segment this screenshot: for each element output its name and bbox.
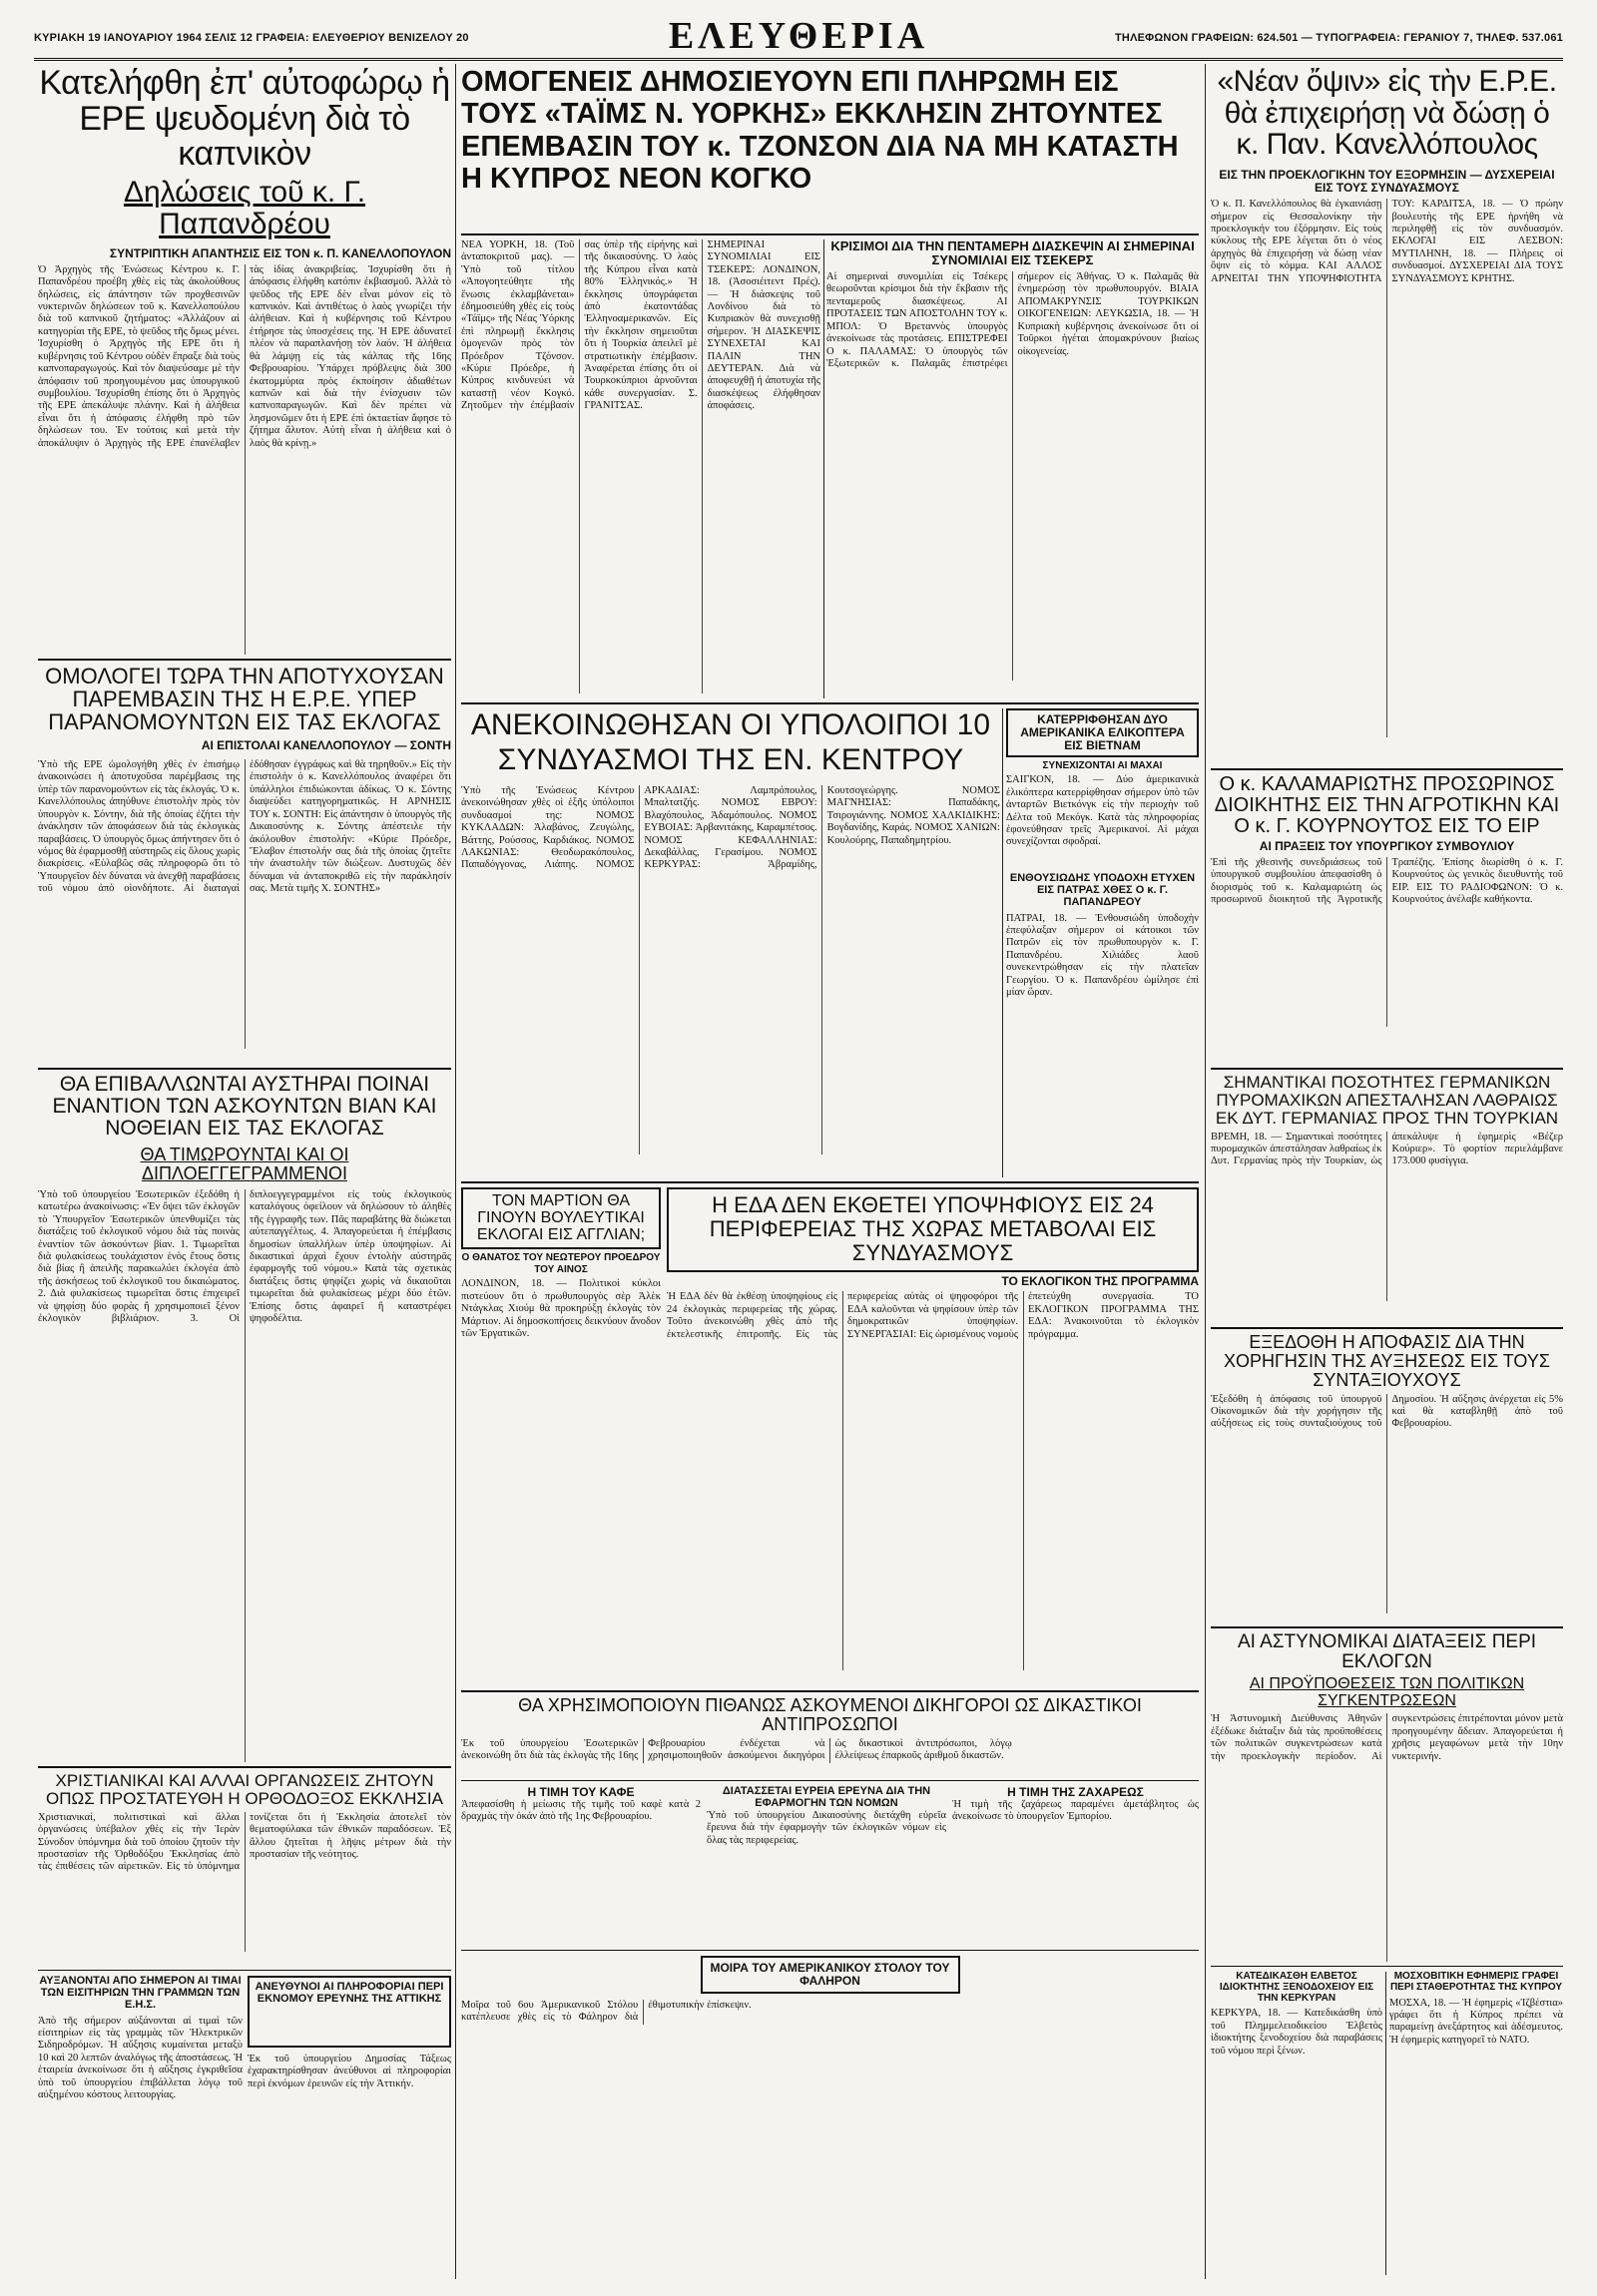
article-us-fleet <box>461 1956 1199 2275</box>
article-subheadline: ΕΙΣ ΤΗΝ ΠΡΟΕΚΛΟΓΙΚΗΝ ΤΟΥ ΕΞΟΡΜΗΣΙΝ — ΔΥΣΧΕΡΕΙΑΙ ΕΙΣ ΤΟΥΣ ΣΥΝΔΥΑΣΜΟΥΣ <box>1219 167 1555 196</box>
article-chequers-talks <box>826 239 1199 698</box>
section-divider <box>1211 1327 1563 1329</box>
column-rule <box>455 64 456 2279</box>
article-body: ΜΟΣΧΑ, 18. — Ἡ ἐφημερὶς «Ἰζβέστια» γράφει ὅτι ἡ Κύπρος πρέπει νὰ παραμείνῃ ἀνεξάρτητος καὶ ἀδέσμευτος. Ἡ ἐφημερὶς κατηγορεῖ τὸ ΝΑΤΟ. <box>1389 1997 1563 2046</box>
article-moscow-paper <box>1389 1972 1563 2275</box>
article-body: Ὁ κ. Π. Κανελλόπουλος θὰ ἐγκαινιάσῃ σήμερον εἰς Θεσσαλονίκην τὴν προεκλογικήν του ἐξόρμησιν. Εἰς τοὺς κύκλους τῆς ΕΡΕ λέγεται ὅτι ὁ νέος ἀρχηγὸς θὰ ἐπιχειρήσῃ νὰ δώσῃ νέαν ὄψιν εἰς τὸ κόμμα. ΚΑΙ ΑΛΛΟΣ ΑΡΝΕΙΤΑΙ ΤΗΝ ΥΠΟΨΗΦΙΟΤΗΤΑ ΤΟΥ: ΚΑΡΔΙΤΣΑ, 18. — Ὁ πρώην βουλευτὴς τῆς ΕΡΕ ἠρνήθη νὰ περιληφθῇ εἰς τὸν συνδυασμόν. ΕΚΛΟΓΑΙ ΕΙΣ ΛΕΣΒΟΝ: ΜΥΤΙΛΗΝΗ, 18. — Πλήρεις οἱ συνδυασμοί. ΔΥΣΧΕΡΕΙΑΙ ΔΙΑ ΤΟΥΣ ΣΥΝΔΥΑΣΜΟΥΣ ΚΡΗΤΗΣ. <box>1211 199 1563 284</box>
article-body: Ὑπὸ τῆς ΕΡΕ ὡμολογήθη χθὲς ἐν ἐπισήμῳ ἀνακοινώσει ἡ ἀποτυχοῦσα παρέμβασις της ὑπὲρ τῶν παρανομούντων εἰς τὰς ἐκλογάς. Ὁ κ. Κανελλόπουλος ἀπηύθυνε ἐπιστολὴν πρὸς τὸν ὑπουργὸν κ. Σόντην, διὰ τῆς ὁποίας ἐζήτει τὴν ἀνάκλησιν τῶν ἀποφάσεων διὰ τὰς ἐκλογικὰς παραβάσεις. Ὁ ὑπουργὸς ὅμως ἀπήντησεν ὅτι ὁ νόμος θὰ ἐφαρμοσθῇ αὐστηρῶς εἰς ὅλους χωρὶς διακρίσεις. «Εὐλαβῶς σᾶς πληροφορῶ ὅτι τὸ Ὑπουργεῖον δὲν δύναται νὰ ἀνεχθῇ παραβάσεις τοῦ νόμου ἀπὸ οἱονδήποτε. Αἱ διαταγαὶ ἐδόθησαν ἐγγράφως καὶ θὰ τηρηθοῦν.» Εἰς τὴν ἐπιστολὴν ὁ κ. Κανελλόπουλος ἀναφέρει ὅτι ὑπάλληλοι ἐπιδιώκονται ἀδίκως. Ὁ κ. Σόντης διαψεύδει κατηγορηματικῶς. Η ΑΡΝΗΣΙΣ ΤΟΥ κ. ΣΟΝΤΗ: Εἰς ἀπάντησιν ὁ ὑπουργὸς τῆς Δικαιοσύνης κ. Σόντης ἀπέστειλε τὴν ἀκόλουθον ἐπιστολήν: «Κύριε Πρόεδρε, Ἔλαβον ἐπιστολήν σας διὰ τῆς ὁποίας ζητεῖτε τὴν ἀναστολὴν τῶν διώξεων. Δυστυχῶς δὲν δύναμαι νὰ ἀνταποκριθῶ εἰς τὴν παράκλησίν σας. Μετὰ τιμῆς Χ. ΣΟΝΤΗΣ» <box>38 759 451 895</box>
article-headline: ΣΗΜΑΝΤΙΚΑΙ ΠΟΣΟΤΗΤΕΣ ΓΕΡΜΑΝΙΚΩΝ ΠΥΡΟΜΑΧΙΚΩΝ ΑΠΕΣΤΑΛΗΣΑΝ ΛΑΘΡΑΙΩΣ ΕΚ ΔΥΤ. ΓΕΡΜΑΝΙΑΣ ΠΡΟΣ ΤΗΝ ΤΟΥΡΚΙΑΝ <box>1215 1074 1559 1128</box>
article-body: Ἐκ τοῦ ὑπουργείου Δημοσίας Τάξεως ἐχαρακτηρίσθησαν ἀνεύθυνοι αἱ πληροφορίαι περὶ ἐκνόμων ἐρευνῶν εἰς τὴν Ἀττικήν. <box>248 2054 451 2089</box>
article-trainee-lawyers <box>461 1696 1199 1776</box>
article-body: ΚΕΡΚΥΡΑ, 18. — Κατεδικάσθη ὑπὸ τοῦ Πλημμελειοδικείου Ἑλβετὸς ἰδιοκτήτης ξενοδοχείου διὰ παραβάσεις τοῦ νόμου περὶ ξένων. <box>1211 2008 1382 2057</box>
article-headline: ΟΜΟΛΟΓΕΙ ΤΩΡΑ ΤΗΝ ΑΠΟΤΥΧΟΥΣΑΝ ΠΑΡΕΜΒΑΣΙΝ ΤΗΣ Η Ε.Ρ.Ε. ΥΠΕΡ ΠΑΡΑΝΟΜΟΥΝΤΩΝ ΕΙΣ ΤΑΣ ΕΚΛΟΓΑΣ <box>45 665 444 735</box>
masthead <box>34 14 1563 61</box>
article-headline: Κατελήφθη ἐπ' αὐτοφώρῳ ἡ ΕΡΕ ψευδομένη διὰ τὸ καπνικὸν <box>39 66 450 174</box>
article-body: Ἡ ΕΔΑ δὲν θὰ ἐκθέσῃ ὑποψηφίους εἰς 24 ἐκλογικὰς περιφερείας τῆς χώρας. Τοῦτο ἀνεκοινώθη χθὲς ἀπὸ τῆς ἐκτελεστικῆς ἐπιτροπῆς. Εἰς τὰς περιφερείας αὐτὰς οἱ ψηφοφόροι τῆς ΕΔΑ καλοῦνται νὰ ψηφίσουν ὑπὲρ τῶν δημοκρατικῶν ὑποψηφίων. ΣΥΝΕΡΓΑΣΙΑΙ: Εἰς ὡρισμένους νομοὺς ἐπετεύχθη συνεργασία. ΤΟ ΕΚΛΟΓΙΚΟΝ ΠΡΟΓΡΑΜΜΑ ΤΗΣ ΕΔΑ: Ἀνακοινοῦται τὸ ἐκλογικὸν πρόγραμμα. <box>667 1291 1199 1340</box>
article-sugar-price <box>952 1786 1199 1946</box>
article-headline: ΜΟΣΧΟΒΙΤΙΚΗ ΕΦΗΜΕΡΙΣ ΓΡΑΦΕΙ ΠΕΡΙ ΣΤΑΘΕΡΟΤΗΤΑΣ ΤΗΣ ΚΥΠΡΟΥ <box>1389 1972 1563 1993</box>
article-headline: Η ΤΙΜΗ ΤΟΥ ΚΑΦΕ <box>527 1786 635 1799</box>
article-headline: ΑΝΕΥΘΥΝΟΙ ΑΙ ΠΛΗΡΟΦΟΡΙΑΙ ΠΕΡΙ ΕΚΝΟΜΟΥ ΕΡΕΥΝΗΣ ΤΗΣ ΑΤΤΙΚΗΣ <box>255 1981 444 2005</box>
article-german-munitions <box>1211 1074 1563 1323</box>
article-vietnam-helicopters <box>1006 708 1199 868</box>
article-headline-secondary: Δηλώσεις τοῦ κ. Γ. Παπανδρέου <box>123 176 366 240</box>
article-headline: ΚΡΙΣΙΜΟΙ ΔΙΑ ΤΗΝ ΠΕΝΤΑΜΕΡΗ ΔΙΑΣΚΕΨΙΝ ΑΙ ΣΗΜΕΡΙΝΑΙ ΣΥΝΟΜΙΛΙΑΙ ΕΙΣ ΤΣΕΚΕΡΣ <box>830 239 1195 268</box>
article-body: Ἡ τιμὴ τῆς ζαχάρεως παραμένει ἀμετάβλητος ὡς ἀνεκοίνωσε τὸ ὑπουργεῖον Ἐμπορίου. <box>952 1798 1199 1823</box>
article-subheadline: ΣΥΝΤΡΙΠΤΙΚΗ ΑΠΑΝΤΗΣΙΣ ΕΙΣ ΤΟΝ κ. Π. ΚΑΝΕΛΛΟΠΟΥΛΟΝ <box>109 246 451 261</box>
article-body: Μοῖρα τοῦ 6ου Ἀμερικανικοῦ Στόλου κατέπλευσε χθὲς εἰς τὸ Φάληρον διὰ ἐθιμοτυπικὴν ἐπίσκεψιν. <box>461 1999 752 2024</box>
article-headline: ΑΝΕΚΟΙΝΩΘΗΣΑΝ ΟΙ ΥΠΟΛΟΙΠΟΙ 10 ΣΥΝΔΥΑΣΜΟΙ ΤΗΣ ΕΝ. ΚΕΝΤΡΟΥ <box>470 708 991 776</box>
article-headline: Ο κ. ΚΑΛΑΜΑΡΙΩΤΗΣ ΠΡΟΣΩΡΙΝΟΣ ΔΙΟΙΚΗΤΗΣ ΕΙΣ ΤΗΝ ΑΓΡΟΤΙΚΗΝ ΚΑΙ Ο κ. Γ. ΚΟΥΡΝΟΥΤΟΣ ΕΙΣ ΤΟ ΕΙΡ <box>1214 774 1560 837</box>
section-divider <box>38 1068 451 1070</box>
article-ehs-fares <box>38 1976 243 2275</box>
article-police-regulations <box>1211 1632 1563 1962</box>
article-body: ΠΑΤΡΑΙ, 18. — Ἐνθουσιώδη ὑποδοχὴν ἐπεφύλαξαν σήμερον οἱ κάτοικοι τῶν Πατρῶν εἰς τὸν πρωθυπουργὸν κ. Γ. Παπανδρέου. Χιλιάδες λαοῦ συνεκεντρώθησαν εἰς τὴν πλατεῖαν Γεωργίου. Ὁ κ. Παπανδρέου ὡμίλησε ἐπὶ μίαν ὥραν. <box>1006 912 1199 999</box>
article-headline: ΜΟΙΡΑ ΤΟΥ ΑΜΕΡΙΚΑΝΙΚΟΥ ΣΤΟΛΟΥ ΤΟΥ ΦΑΛΗΡΟΝ <box>710 1961 950 1988</box>
article-body: Ὑπὸ τῆς Ἑνώσεως Κέντρου ἀνεκοινώθησαν χθὲς οἱ ἑξῆς ὑπόλοιποι συνδυασμοί της: ΝΟΜΟΣ ΚΥΚΛΑΔΩΝ: Ἀλαβάνος, Ζευγώλης, Βάττης, Ρούσσος, Καρδιάκος. ΝΟΜΟΣ ΛΑΚΩΝΙΑΣ: Θεοδωρακόπουλος, Παπαδόγγονας, Λιάπης. ΝΟΜΟΣ ΑΡΚΑΔΙΑΣ: Λαμπρόπουλος, Μπαλτατζής. ΝΟΜΟΣ ΕΒΡΟΥ: Βλαχόπουλος, Ἀδαμόπουλος. ΝΟΜΟΣ ΕΥΒΟΙΑΣ: Ἀρβανιτάκης, Καραμπέτσος. ΝΟΜΟΣ ΚΕΦΑΛΛΗΝΙΑΣ: Δεκαβάλλας, Γερασίμου. ΝΟΜΟΣ ΚΕΡΚΥΡΑΣ: Ἀβραμίδης, Κουτσογεώργης. ΝΟΜΟΣ ΜΑΓΝΗΣΙΑΣ: Παπαδάκης, Τσιρογιάννης. ΝΟΜΟΣ ΧΑΛΚΙΔΙΚΗΣ: Βογδανίδης, Καράς. ΝΟΜΟΣ ΧΑΝΙΩΝ: Κουλούρης, Παπαδημητρίου. <box>461 785 1000 871</box>
section-divider <box>461 233 1199 235</box>
article-cyprus-body <box>461 239 820 698</box>
article-headline: ΑΥΞΑΝΟΝΤΑΙ ΑΠΟ ΣΗΜΕΡΟΝ ΑΙ ΤΙΜΑΙ ΤΩΝ ΕΙΣΙΤΗΡΙΩΝ ΤΗΝ ΓΡΑΜΜΩΝ ΤΩΝ Ε.Η.Σ. <box>39 1976 242 2011</box>
article-body: Ἀπὸ τῆς σήμερον αὐξάνονται αἱ τιμαὶ τῶν εἰσιτηρίων εἰς τὰς γραμμὰς τῶν Ἠλεκτρικῶν Σιδηροδρόμων. Ἡ αὔξησις κυμαίνεται μεταξὺ 10 καὶ 20 λεπτῶν ἀναλόγως τῆς ἀποστάσεως. Ἡ ἑταιρεία ἀνεκοίνωσε ὅτι ἡ αὔξησις ἐγκριθεῖσα ὑπὸ τοῦ ὑπουργείου ἐπιβάλλεται λόγῳ τοῦ αὐξημένου κόστους λειτουργίας. <box>38 2015 243 2101</box>
article-attica-search <box>248 1976 451 2048</box>
column-rule <box>1205 64 1206 2279</box>
article-attica-search-body <box>248 2054 451 2275</box>
article-orthodox-church <box>38 1772 451 1966</box>
article-body: Ὁ Ἀρχηγὸς τῆς Ἑνώσεως Κέντρου κ. Γ. Παπανδρέου προέβη χθὲς εἰς τὰς ἀκολούθους δηλώσεις, εἰς ἀπάντησιν τῶν προχθεσινῶν νυκτερινῶν δηλώσεων τοῦ κ. Κανελλοπούλου διὰ τοῦ καπνικοῦ ζητήματος: «Ἀλλάζουν αἱ κατηγορίαι τῆς ΕΡΕ, τὸ ψεῦδος τῆς ὅμως μένει. Ἰσχυρίσθη ὁ Ἀρχηγὸς τῆς ΕΡΕ ὅτι ἡ κυβέρνησις τοῦ Κέντρου οὐδὲν ἔπραξε διὰ τοὺς καπνοπαραγωγούς. Καὶ τὸν διαψεύσαμε μὲ τὴν ἀπόφασιν τοῦ προηγουμένου μας ὑπουργικοῦ συμβουλίου. Ἰσχυρίσθη ἐπίσης ὅτι ὁ Ἀρχηγὸς τῆς ΕΡΕ ἀπεκάλυψε πλάνην. Καὶ ἡ ἀλήθεια εἶναι ὅτι ἡ ἀπόφασις ἐλήφθη πρὸ τῶν δηλώσεων του. Ἐν τούτοις καὶ μετὰ τὴν ἀποκάλυψιν ὁ Ἀρχηγὸς τῆς ΕΡΕ ἐπανέλαβεν τὰς ἰδίας ἀνακριβείας. Ἰσχυρίσθη ὅτι ἡ ἀπόφασις ἐλήφθη κατόπιν ἐκβιασμοῦ. Ἀλλὰ τὸ ψεῦδος τῆς ΕΡΕ δὲν εἶναι μόνον εἰς τὸ καπνικόν. Καὶ ἀντιθέτως ὁ λαὸς γνωρίζει τὴν ἀλήθειαν. Καὶ ἡ κυβέρνησις τοῦ Κέντρου ἐτήρησε τὰς ὑποσχέσεις της. Ἡ ΕΡΕ ἀδυνατεῖ πλέον νὰ παραπλανήσῃ τὸν λαόν. Ἡ ἀλήθεια θὰ λάμψῃ εἰς τὰς κάλπας τῆς 16ης Φεβρουαρίου. Ὑπάρχει πρόβλεψις διὰ 300 ἑκατομμύρια πρὸς ἐκποίησιν ἀδιαθέτων καπνῶν καὶ διὰ τὴν ἐνίσχυσιν τῶν καπνοπαραγωγῶν. Καὶ δὲν πρέπει νὰ λησμονῶμεν ὅτι ἡ ΕΡΕ ἐπὶ ὀκταετίαν ἄφησε τὸ ζήτημα ἄλυτον. Αὐτὴ εἶναι ἡ ἀλήθεια καὶ ὁ λαὸς θὰ κρίνῃ.» <box>38 263 451 449</box>
article-headline: ΕΝΘΟΥΣΙΩΔΗΣ ΥΠΟΔΟΧΗ ΕΤΥΧΕΝ ΕΙΣ ΠΑΤΡΑΣ ΧΘΕΣ Ο κ. Γ. ΠΑΠΑΝΔΡΕΟΥ <box>1009 873 1196 908</box>
article-papandreou-statement <box>38 66 451 655</box>
newspaper-title: ΕΛΕΥΘΕΡΙΑ <box>668 15 929 57</box>
article-headline-secondary: ΘΑ ΤΙΜΩΡΟΥΝΤΑΙ ΚΑΙ ΟΙ ΔΙΠΛΟΕΓΓΕΓΡΑΜΜΕΝΟΙ <box>140 1145 349 1184</box>
article-subheadline: ΣΥΝΕΧΙΖΟΝΤΑΙ ΑΙ ΜΑΧΑΙ <box>1042 759 1163 771</box>
section-divider <box>38 659 451 661</box>
section-divider <box>461 1950 1199 1951</box>
article-body: Ἐπὶ τῆς χθεσινῆς συνεδριάσεως τοῦ ὑπουργικοῦ συμβουλίου ἀπεφασίσθη ὁ διορισμὸς τοῦ κ. Καλαμαριώτη ὡς προσωρινοῦ διοικητοῦ τῆς Ἀγροτικῆς Τραπέζης. Ἐπίσης διωρίσθη ὁ κ. Γ. Κουρνούτος ὡς γενικὸς διευθυντὴς τοῦ ΕΙΡ. ΕΙΣ ΤΟ ΡΑΔΙΟΦΩΝΟΝ: Ὁ κ. Κουρνούτος ἀνέλαβε καθήκοντα. <box>1211 856 1563 906</box>
article-headline: ΚΑΤΕΔΙΚΑΣΘΗ ΕΛΒΕΤΟΣ ΙΔΙΟΚΤΗΤΗΣ ΞΕΝΟΔΟΧΕΙΟΥ ΕΙΣ ΤΗΝ ΚΕΡΚΥΡΑΝ <box>1219 1972 1374 2004</box>
article-body: Ἀπεφασίσθη ἡ μείωσις τῆς τιμῆς τοῦ καφὲ κατὰ 2 δραχμὰς τὴν ὀκάν ἀπὸ τῆς 1ης Φεβρουαρίου. <box>461 1798 701 1823</box>
section-divider <box>1211 1626 1563 1628</box>
masthead-contact-line: ΤΗΛΕΦΩΝΟΝ ΓΡΑΦΕΙΩΝ: 624.501 — ΤΥΠΟΓΡΑΦΕΙΑ: ΓΕΡΑΝΙΟΥ 7, ΤΗΛΕΦ. 537.061 <box>1115 32 1563 44</box>
article-patras-reception <box>1006 873 1199 1172</box>
section-divider <box>38 1766 451 1768</box>
article-body: Ἐξεδόθη ἡ ἀπόφασις τοῦ ὑπουργοῦ Οἰκονομικῶν διὰ τὴν χορήγησιν τῆς αὐξήσεως εἰς τοὺς συνταξιούχους τοῦ Δημοσίου. Ἡ αὔξησις ἀνέρχεται εἰς 5% καὶ θὰ καταβληθῇ ἀπὸ τοῦ Φεβρουαρίου. <box>1211 1393 1563 1430</box>
article-kanellopoulos-new-look <box>1211 66 1563 764</box>
article-headline: ΤΟΝ ΜΑΡΤΙΟΝ ΘΑ ΓΙΝΟΥΝ ΒΟΥΛΕΥΤΙΚΑΙ ΕΚΛΟΓΑΙ ΕΙΣ ΑΓΓΛΙΑΝ; <box>476 1192 646 1243</box>
section-divider <box>38 1970 451 1971</box>
article-body: Ὑπὸ τοῦ ὑπουργείου Ἐσωτερικῶν ἐξεδόθη ἡ κατωτέρω ἀνακοίνωσις: «Ἐν ὄψει τῶν ἐκλογῶν τὸ Ὑπουργεῖον Ἐσωτερικῶν ὑπενθυμίζει τὰς διατάξεις τοῦ ἐκλογικοῦ νόμου διὰ τὰς ποινὰς ἐναντίον τῶν ἀσκούντων βίαν. 1. Τιμωρεῖται διὰ φυλακίσεως τουλάχιστον ἑνὸς ἔτους ὅστις διὰ βίας ἢ ἀπειλῆς παρακωλύει ἐκλογέα ἀπὸ τῆς ἀσκήσεως τοῦ ἐκλογικοῦ του δικαιώματος. 2. Διὰ φυλακίσεως τιμωρεῖται ὅστις ἐπιχειρεῖ νὰ ψηφίσῃ δύο φορὰς ἢ χρησιμοποιεῖ ξένον ἐκλογικὸν βιβλιάριον. 3. Οἱ διπλοεγγεγραμμένοι εἰς τοὺς ἐκλογικοὺς καταλόγους ὀφείλουν νὰ δηλώσουν τὸ ἀληθὲς τῆς ἐγγραφῆς των. Πᾶς παραβάτης θὰ διώκεται αὐτεπαγγέλτως. 4. Ἀπαγορεύεται ἡ ἐπέμβασις δημοσίων ὑπαλλήλων ὑπὲρ ὑποψηφίων. Αἱ δικαστικαὶ ἀρχαὶ ἔχουν ἐντολὴν αὐστηρᾶς ἐφαρμογῆς τοῦ νόμου.» Κατὰ τὰς σχετικὰς διατάξεις ὅστις ψηφίζει χωρὶς νὰ δικαιοῦται τιμωρεῖται διὰ φυλακίσεως μέχρι δύο ἐτῶν. Ἐπίσης ὅστις ἀφαιρεῖ ἢ καταστρέφει ψηφοδέλτια. <box>38 1188 451 1324</box>
article-body: Χριστιανικαί, πολιτιστικαὶ καὶ ἄλλαι ὀργανώσεις ὑπέβαλον χθὲς εἰς τὴν Ἱερὰν Σύνοδον ὑπόμνημα διὰ τοῦ ὁποίου ζητοῦν τὴν προστασίαν τῆς Ὀρθοδόξου Ἐκκλησίας ἀπὸ τὰς ἐπιθέσεις τῶν αἱρετικῶν. Εἰς τὸ ὑπόμνημα τονίζεται ὅτι ἡ Ἐκκλησία ἀποτελεῖ τὸν θεματοφύλακα τῶν ἐθνικῶν παραδόσεων. Ἐξ ἄλλου ζητεῖται ἡ λῆψις μέτρων διὰ τὴν προστασίαν τῆς νεότητος. <box>38 1811 451 1873</box>
article-erep-intervention <box>38 665 451 1064</box>
section-divider <box>461 702 1199 704</box>
column-rule <box>1002 708 1003 1177</box>
section-divider <box>461 1690 1199 1692</box>
article-body: Ἐκ τοῦ ὑπουργείου Ἐσωτερικῶν ἀνεκοινώθη ὅτι διὰ τὰς ἐκλογὰς τῆς 16ης Φεβρουαρίου ἐνδέχεται νὰ χρησιμοποιηθοῦν ἀσκούμενοι δικηγόροι ὡς δικαστικοὶ ἀντιπρόσωποι, λόγῳ ἐλλείψεως ἐπαρκοῦς ἀριθμοῦ δικαστῶν. <box>461 1737 1012 1762</box>
article-eda-candidates <box>667 1187 1199 1686</box>
article-investigation-order <box>707 1786 946 1946</box>
article-cyprus-banner <box>461 66 1199 230</box>
article-center-union-lists <box>461 708 1000 1177</box>
article-headline: ΔΙΑΤΑΣΣΕΤΑΙ ΕΥΡΕΙΑ ΕΡΕΥΝΑ ΔΙΑ ΤΗΝ ΕΦΑΡΜΟΓΗΝ ΤΩΝ ΝΟΜΩΝ <box>722 1786 931 1809</box>
article-subheadline: ΑΙ ΕΠΙΣΤΟΛΑΙ ΚΑΝΕΛΛΟΠΟΥΛΟΥ — ΣΟΝΤΗ <box>201 738 451 753</box>
section-divider <box>1211 1068 1563 1070</box>
article-headline-secondary: ΑΙ ΠΡΟΫΠΟΘΕΣΕΙΣ ΤΩΝ ΠΟΛΙΤΙΚΩΝ ΣΥΓΚΕΝΤΡΩΣΕΩΝ <box>1249 1674 1525 1709</box>
article-body: ΛΟΝΔΙΝΟΝ, 18. — Πολιτικοὶ κύκλοι πιστεύουν ὅτι ὁ πρωθυπουργὸς σὲρ Ἀλὲκ Ντάγκλας Χιούμ θὰ προκηρύξῃ ἐκλογὰς τὸν Μάρτιον. Αἱ δημοσκοπήσεις δεικνύουν ἄνοδον τῶν Ἐργατικῶν. <box>461 1278 661 1340</box>
article-agricultural-bank <box>1211 774 1563 1064</box>
section-divider <box>461 1780 1199 1781</box>
article-headline: «Νέαν ὄψιν» εἰς τὴν Ε.Ρ.Ε. θὰ ἐπιχειρήσῃ νὰ δώσῃ ὁ κ. Παν. Κανελλόπουλος <box>1217 66 1557 161</box>
article-corfu-hotel <box>1211 1972 1382 2275</box>
column-rule <box>1385 1972 1386 2275</box>
article-headline: Η ΕΔΑ ΔΕΝ ΕΚΘΕΤΕΙ ΥΠΟΨΗΦΙΟΥΣ ΕΙΣ 24 ΠΕΡΙΦΕΡΕΙΑΣ ΤΗΣ ΧΩΡΑΣ ΜΕΤΑΒΟΛΑΙ ΕΙΣ ΣΥΝΔΥΑΣΜΟΥΣ <box>709 1192 1157 1266</box>
article-coffee-price <box>461 1786 701 1946</box>
article-body: Ὑπὸ τοῦ ὑπουργείου Δικαιοσύνης διετάχθη εὐρεῖα ἔρευνα διὰ τὴν ἐφαρμογὴν τῶν ἐκλογικῶν νόμων εἰς ὅλας τὰς περιφερείας. <box>707 1809 946 1846</box>
article-headline: ΑΙ ΑΣΤΥΝΟΜΙΚΑΙ ΔΙΑΤΑΞΕΙΣ ΠΕΡΙ ΕΚΛΟΓΩΝ <box>1237 1632 1537 1672</box>
article-subheadline: ΤΟ ΕΚΛΟΓΙΚΟΝ ΤΗΣ ΠΡΟΓΡΑΜΜΑ <box>1001 1273 1199 1288</box>
section-divider <box>1211 768 1563 770</box>
article-uk-elections <box>461 1187 661 1686</box>
article-headline: ΟΜΟΓΕΝΕΙΣ ΔΗΜΟΣΙΕΥΟΥΝ ΕΠΙ ΠΛΗΡΩΜΗ ΕΙΣ ΤΟΥΣ «ΤΑΪΜΣ Ν. ΥΟΡΚΗΣ» ΕΚΚΛΗΣΙΝ ΖΗΤΟΥΝΤΕΣ ΕΠΕΜΒΑΣΙΝ ΤΟΥ κ. ΤΖΟΝΣΟΝ ΔΙΑ ΝΑ ΜΗ ΚΑΤΑΣΤΗ Η ΚΥΠΡΟΣ ΝΕΟΝ ΚΟΓΚΟ <box>461 66 1179 196</box>
article-headline: ΧΡΙΣΤΙΑΝΙΚΑΙ ΚΑΙ ΑΛΛΑΙ ΟΡΓΑΝΩΣΕΙΣ ΖΗΤΟΥΝ ΟΠΩΣ ΠΡΟΣΤΑΤΕΥΘΗ Η ΟΡΘΟΔΟΞΟΣ ΕΚΚΛΗΣΙΑ <box>46 1772 443 1808</box>
article-subheadline: ΑΙ ΠΡΑΞΕΙΣ ΤΟΥ ΥΠΟΥΡΓΙΚΟΥ ΣΥΜΒΟΥΛΙΟΥ <box>1259 839 1515 853</box>
article-body: Ἡ Ἀστυνομικὴ Διεύθυνσις Ἀθηνῶν ἐξέδωκε διάταξιν διὰ τὰς προϋποθέσεις τῶν πολιτικῶν συγκεντρώσεων κατὰ τὴν προεκλογικὴν περίοδον. Αἱ συγκεντρώσεις ἐπιτρέπονται μόνον μετὰ προηγουμένην ἄδειαν. Ἀπαγορεύεται ἡ χρῆσις μεγαφώνων μετὰ τὴν 10ην νυκτερινήν. <box>1211 1713 1563 1762</box>
column-rule <box>823 239 824 698</box>
section-divider <box>1211 1966 1563 1967</box>
article-headline: ΚΑΤΕΡΡΙΦΘΗΣΑΝ ΔΥΟ ΑΜΕΡΙΚΑΝΙΚΑ ΕΛΙΚΟΠΤΕΡΑ ΕΙΣ ΒΙΕΤΝΑΜ <box>1020 712 1185 752</box>
article-pensioners-raise <box>1211 1333 1563 1622</box>
article-body: ΒΡΕΜΗ, 18. — Σημαντικαὶ ποσότητες πυρομαχικῶν ἀπεστάλησαν λαθραίως ἐκ Δυτ. Γερμανίας πρὸς τὴν Τουρκίαν, ὡς ἀπεκάλυψε ἡ ἐφημερὶς «Βέζερ Κούριερ». Τὸ φορτίον περιελάμβανε 173.000 φυσίγγια. <box>1211 1131 1563 1167</box>
masthead-date-line: ΚΥΡΙΑΚΗ 19 ΙΑΝΟΥΑΡΙΟΥ 1964 ΣΕΛΙΣ 12 ΓΡΑΦΕΙΑ: ΕΛΕΥΘΕΡΙΟΥ ΒΕΝΙΖΕΛΟΥ 20 <box>34 32 469 44</box>
article-headline: Η ΤΙΜΗ ΤΗΣ ΖΑΧΑΡΕΩΣ <box>1007 1786 1144 1799</box>
article-election-penalties <box>38 1074 451 1762</box>
article-headline: ΘΑ ΧΡΗΣΙΜΟΠΟΙΟΥΝ ΠΙΘΑΝΩΣ ΑΣΚΟΥΜΕΝΟΙ ΔΙΚΗΓΟΡΟΙ ΩΣ ΔΙΚΑΣΤΙΚΟΙ ΑΝΤΙΠΡΟΣΩΠΟΙ <box>518 1696 1142 1734</box>
article-body: ΝΕΑ ΥΟΡΚΗ, 18. (Τοῦ ἀνταποκριτοῦ μας). — Ὑπὸ τοῦ τίτλου «Ἀπογοητεύθητε τῆς ἕνωσις ἐκλαμβάνεται» ἐδημοσιεύθη χθὲς εἰς τοὺς «Τάϊμς» τῆς Νέας Ὑόρκης ἐπὶ πληρωμῇ ἔκκλησις ὁμογενῶν πρὸς τὸν Πρόεδρον Τζόνσον. «Κύριε Πρόεδρε, ἡ Κύπρος κινδυνεύει νὰ καταστῇ νέον Κογκό. Ζητοῦμεν τὴν ἐπέμβασίν σας ὑπὲρ τῆς εἰρήνης καὶ τῆς δικαιοσύνης. Ὁ λαὸς τῆς Κύπρου εἶναι κατὰ 80% Ἑλληνικός.» Ἡ ἔκκλησις ὑπογράφεται ἀπὸ ἑκατοντάδας Ἑλληνοαμερικανῶν. Εἰς τὴν ἔκκλησιν σημειοῦται ὅτι ἡ Τουρκία ἀπειλεῖ μὲ στρατιωτικὴν ἐπέμβασιν. Ἀναφέρεται ἐπίσης ὅτι οἱ Τουρκοκύπριοι ἀρνοῦνται κάθε συνεργασίαν. Σ. ΓΡΑΝΙΤΣΑΣ. ΣΗΜΕΡΙΝΑΙ ΣΥΝΟΜΙΛΙΑΙ ΕΙΣ ΤΣΕΚΕΡΣ: ΛΟΝΔΙΝΟΝ, 18. (Ἀσοσιέιτεντ Πρές). — Ἡ διάσκεψις τοῦ Λονδίνου διὰ τὸ Κυπριακὸν θὰ συνεχισθῇ σήμερον. Ἡ ΔΙΑΣΚΕΨΙΣ ΣΥΝΕΧΕΤΑΙ ΚΑΙ ΠΑΛΙΝ ΤΗΝ ΔΕΥΤΕΡΑΝ. Διὰ νὰ ἀποφευχθῇ ἡ ἀποτυχία τῆς διασκέψεως ἐλήφθησαν ἀποφάσεις. <box>461 239 820 412</box>
section-divider <box>461 1181 1199 1183</box>
article-body: Αἱ σημεριναὶ συνομιλίαι εἰς Τσέκερς θεωροῦνται κρίσιμοι διὰ τὴν ἔκβασιν τῆς πενταμεροῦς διασκέψεως. ΑΙ ΠΡΟΤΑΣΕΙΣ ΤΩΝ ΑΠΟΣΤΟΛΗΝ ΤΟΥ κ. ΜΠΟΛ: Ὁ Βρεταννὸς ὑπουργὸς ἀνεκοίνωσε τὰς προτάσεις. ΕΠΙΣΤΡΕΦΕΙ Ο κ. ΠΑΛΑΜΑΣ: Ὁ ὑπουργὸς τῶν Ἐξωτερικῶν κ. Παλαμᾶς ἐπιστρέφει σήμερον εἰς Ἀθήνας. Ὁ κ. Παλαμᾶς θὰ ἐνημερώσῃ τὸν πρωθυπουργόν. ΒΙΑΙΑ ΑΠΟΜΑΚΡΥΝΣΙΣ ΤΟΥΡΚΙΚΩΝ ΟΙΚΟΓΕΝΕΙΩΝ: ΛΕΥΚΩΣΙΑ, 18. — Ἡ Κυπριακὴ κυβέρνησις ἀνεκοίνωσε ὅτι οἱ Τοῦρκοι ἡγέται ἀπομακρύνουν βιαίως οἰκογενείας. <box>826 271 1199 369</box>
article-headline: ΕΞΕΔΟΘΗ Η ΑΠΟΦΑΣΙΣ ΔΙΑ ΤΗΝ ΧΟΡΗΓΗΣΙΝ ΤΗΣ ΑΥΞΗΣΕΩΣ ΕΙΣ ΤΟΥΣ ΣΥΝΤΑΞΙΟΥΧΟΥΣ <box>1224 1333 1550 1390</box>
article-headline: ΘΑ ΕΠΙΒΑΛΛΩΝΤΑΙ ΑΥΣΤΗΡΑΙ ΠΟΙΝΑΙ ΕΝΑΝΤΙΟΝ ΤΩΝ ΑΣΚΟΥΝΤΩΝ ΒΙΑΝ ΚΑΙ ΝΟΘΕΙΑΝ ΕΙΣ ΤΑΣ ΕΚΛΟΓΑΣ <box>52 1074 437 1141</box>
article-subheadline: Ο ΘΑΝΑΤΟΣ ΤΟΥ ΝΕΩΤΕΡΟΥ ΠΡΟΕΔΡΟΥ ΤΟΥ ΑΙΝΟΣ <box>461 1252 661 1275</box>
article-body: ΣΑΙΓΚΟΝ, 18. — Δύο ἀμερικανικὰ ἑλικόπτερα κατερρίφθησαν σήμερον ὑπὸ τῶν ἀνταρτῶν Βιετκόνγκ εἰς τὴν περιοχὴν τοῦ Δέλτα τοῦ Μεκόγκ. Κατὰ τὰς πληροφορίας ἐφονεύθησαν τρεῖς Ἀμερικανοί. Αἱ μάχαι συνεχίζονται σφοδραί. <box>1006 774 1199 848</box>
